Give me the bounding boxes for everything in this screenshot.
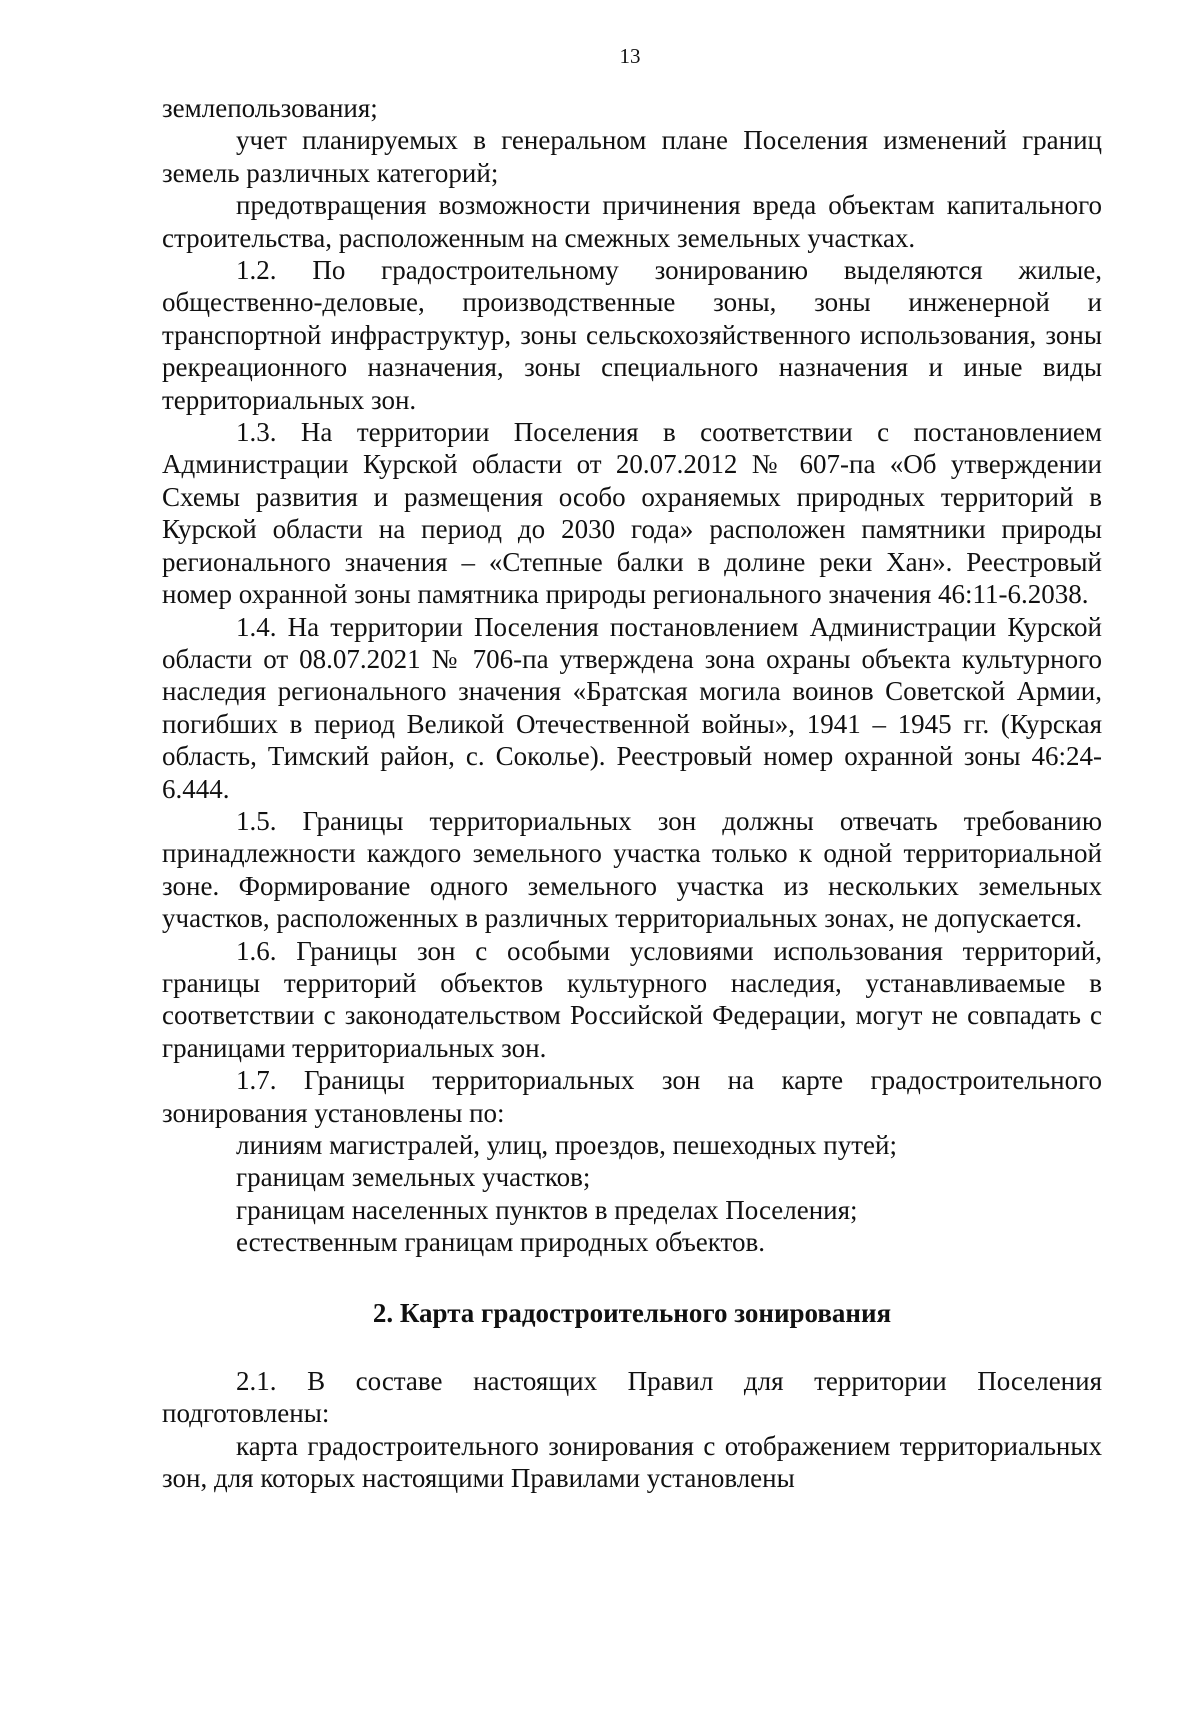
list-item: границам земельных участков; [236,1162,591,1193]
paragraph-1-2: 1.2. По градостроительному зонированию выделяются жилые, общественно-деловые, производственные зоны, зоны инженерной и транспортной инфраструктур, зоны сельскохозяйственного использования, зоны рекреационного назначения, зоны специального назначения и иные виды территориальных зон. [162,255,1102,415]
paragraph-1-6: 1.6. Границы зон с особыми условиями использования территорий, границы территорий объектов культурного наследия, устанавливаемые в соответствии с законодательством Российской Федерации, могут не совпадать с границами территориальных зон. [162,935,1102,1063]
list-item: линиям магистралей, улиц, проездов, пешеходных путей; [236,1130,897,1160]
paragraph-zoning-map: карта градостроительного зонирования с отображением территориальных зон, для которых настоящими Правилами установлены [162,1430,1102,1494]
paragraph-1-3: 1.3. На территории Поселения в соответствии с постановлением Администрации Курской области от 20.07.2012 № 607-па «Об утверждении Схемы развития и размещения особо охраняемых природных территорий в Курской области на период до 2030 года» расположен памятники природы регионального значения – «Степные балки в долине реки Хан». Реестровый номер охранной зоны памятника природы регионального значения 46:11-6.2038. [162,417,1102,610]
section-title: 2. Карта градостроительного зонирования [372,1297,892,1328]
paragraph-1-4: 1.4. На территории Поселения постановлением Администрации Курской области от 08.07.2021 № 706-па утверждена зона охраны объекта культурного наследия регионального значения «Братская могила воинов Советской Армии, погибших в период Великой Отечественной войны», 1941 – 1945 гг. (Курская область, Тимский район, с. Соколье). Реестровый номер охранной зоны 46:24-6.444. [162,611,1102,804]
paragraph-land-use-end: землепользования; [162,93,378,123]
document-body [162,92,1102,1495]
paragraph-1-7: 1.7. Границы территориальных зон на карте градостроительного зонирования установлены по: [162,1065,1102,1128]
page-number: 13 [619,44,641,68]
paragraph-1-5: 1.5. Границы территориальных зон должны отвечать требованию принадлежности каждого земельного участка только к одной территориальной зоне. Формирование одного земельного участка из нескольких земельных участков, расположенных в различных территориальных зонах, не допускается. [162,805,1102,934]
boundary-list [162,1129,1102,1259]
list-item: границам населенных пунктов в пределах Поселения; [236,1194,858,1225]
paragraph-planned-changes: учет планируемых в генеральном плане Поселения изменений границ земель различных категорий; [162,125,1102,188]
paragraph-harm-prevention: предотвращения возможности причинения вреда объектам капитального строительства, расположенным на смежных земельных участках. [162,190,1102,253]
list-item: естественным границам природных объектов. [236,1227,765,1258]
paragraph-2-1: 2.1. В составе настоящих Правил для территории Поселения подготовлены: [162,1366,1102,1429]
